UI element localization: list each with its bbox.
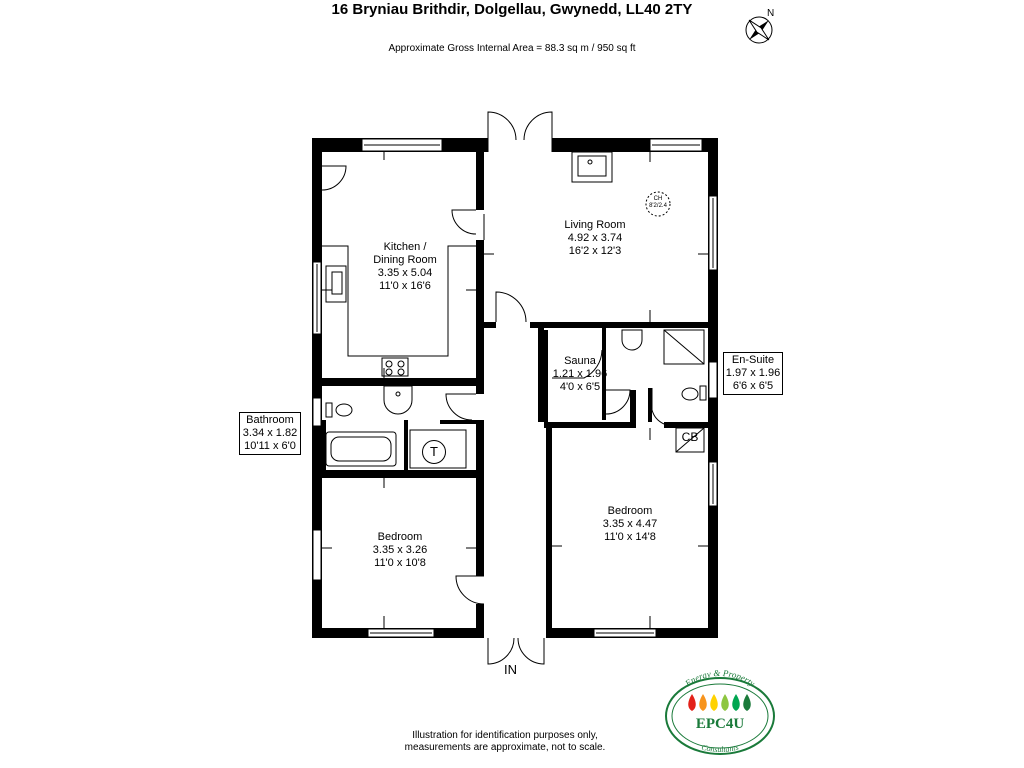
room-size-imperial: 11'0 x 16'6 (379, 280, 431, 292)
room-bathroom (239, 412, 301, 455)
svg-text:Consultants: Consultants (700, 742, 740, 755)
epc4u-logo (660, 668, 780, 760)
room-size-imperial: 11'0 x 14'8 (604, 531, 656, 543)
room-size-imperial: 11'0 x 10'8 (374, 557, 426, 569)
room-name: Sauna (564, 355, 596, 367)
room-bedroom-1 (340, 531, 460, 570)
room-size-imperial: 16'2 x 12'3 (568, 245, 622, 257)
room-name: Bathroom (246, 414, 294, 426)
disclaimer-note (400, 730, 610, 754)
svg-text:Energy & Property: Energy & Property (683, 668, 757, 689)
room-size-metric: 1.97 x 1.96 (725, 367, 781, 379)
room-size-metric: 4.92 x 3.74 (567, 232, 623, 244)
entrance-label: IN (504, 662, 517, 677)
room-name: Bedroom (607, 505, 653, 517)
room-size-metric: 3.35 x 5.04 (377, 267, 433, 279)
room-name: Bedroom (377, 531, 423, 543)
ceiling-height-marker (646, 196, 670, 210)
compass-north-label: N (767, 8, 775, 19)
room-name: En-Suite (731, 354, 775, 366)
cupboard-label: CB (681, 430, 699, 444)
svg-text:EPC4U: EPC4U (695, 716, 745, 732)
room-size-metric: 3.35 x 4.47 (602, 518, 658, 530)
room-living (540, 219, 650, 258)
room-kitchen (350, 241, 460, 293)
ch-label: CH (653, 196, 663, 202)
room-ensuite (723, 352, 783, 395)
room-size-metric: 1.21 x 1.96 (552, 368, 608, 380)
room-size-metric: 3.34 x 1.82 (242, 427, 298, 439)
disclaimer-line: Illustration for identification purposes only, (412, 730, 598, 741)
room-name: Living Room (564, 219, 626, 231)
room-size-imperial: 4'0 x 6'5 (559, 381, 601, 393)
room-size-metric: 3.35 x 3.26 (372, 544, 428, 556)
address-title: 16 Bryniau Brithdir, Dolgellau, Gwynedd, LL40 2TY (331, 1, 693, 18)
room-size-imperial: 10'11 x 6'0 (244, 440, 296, 452)
ch-height: 8'2/2.4 (649, 203, 667, 209)
room-name: Kitchen / (383, 241, 427, 253)
room-name: Dining Room (373, 254, 437, 266)
room-size-imperial: 6'6 x 6'5 (732, 380, 774, 392)
room-bedroom-2 (570, 505, 690, 544)
disclaimer-line: measurements are approximate, not to scale. (404, 742, 606, 753)
tank-label: T (422, 440, 446, 464)
room-sauna (545, 355, 615, 394)
gross-area-text: Approximate Gross Internal Area = 88.3 sq m / 950 sq ft (388, 43, 636, 54)
